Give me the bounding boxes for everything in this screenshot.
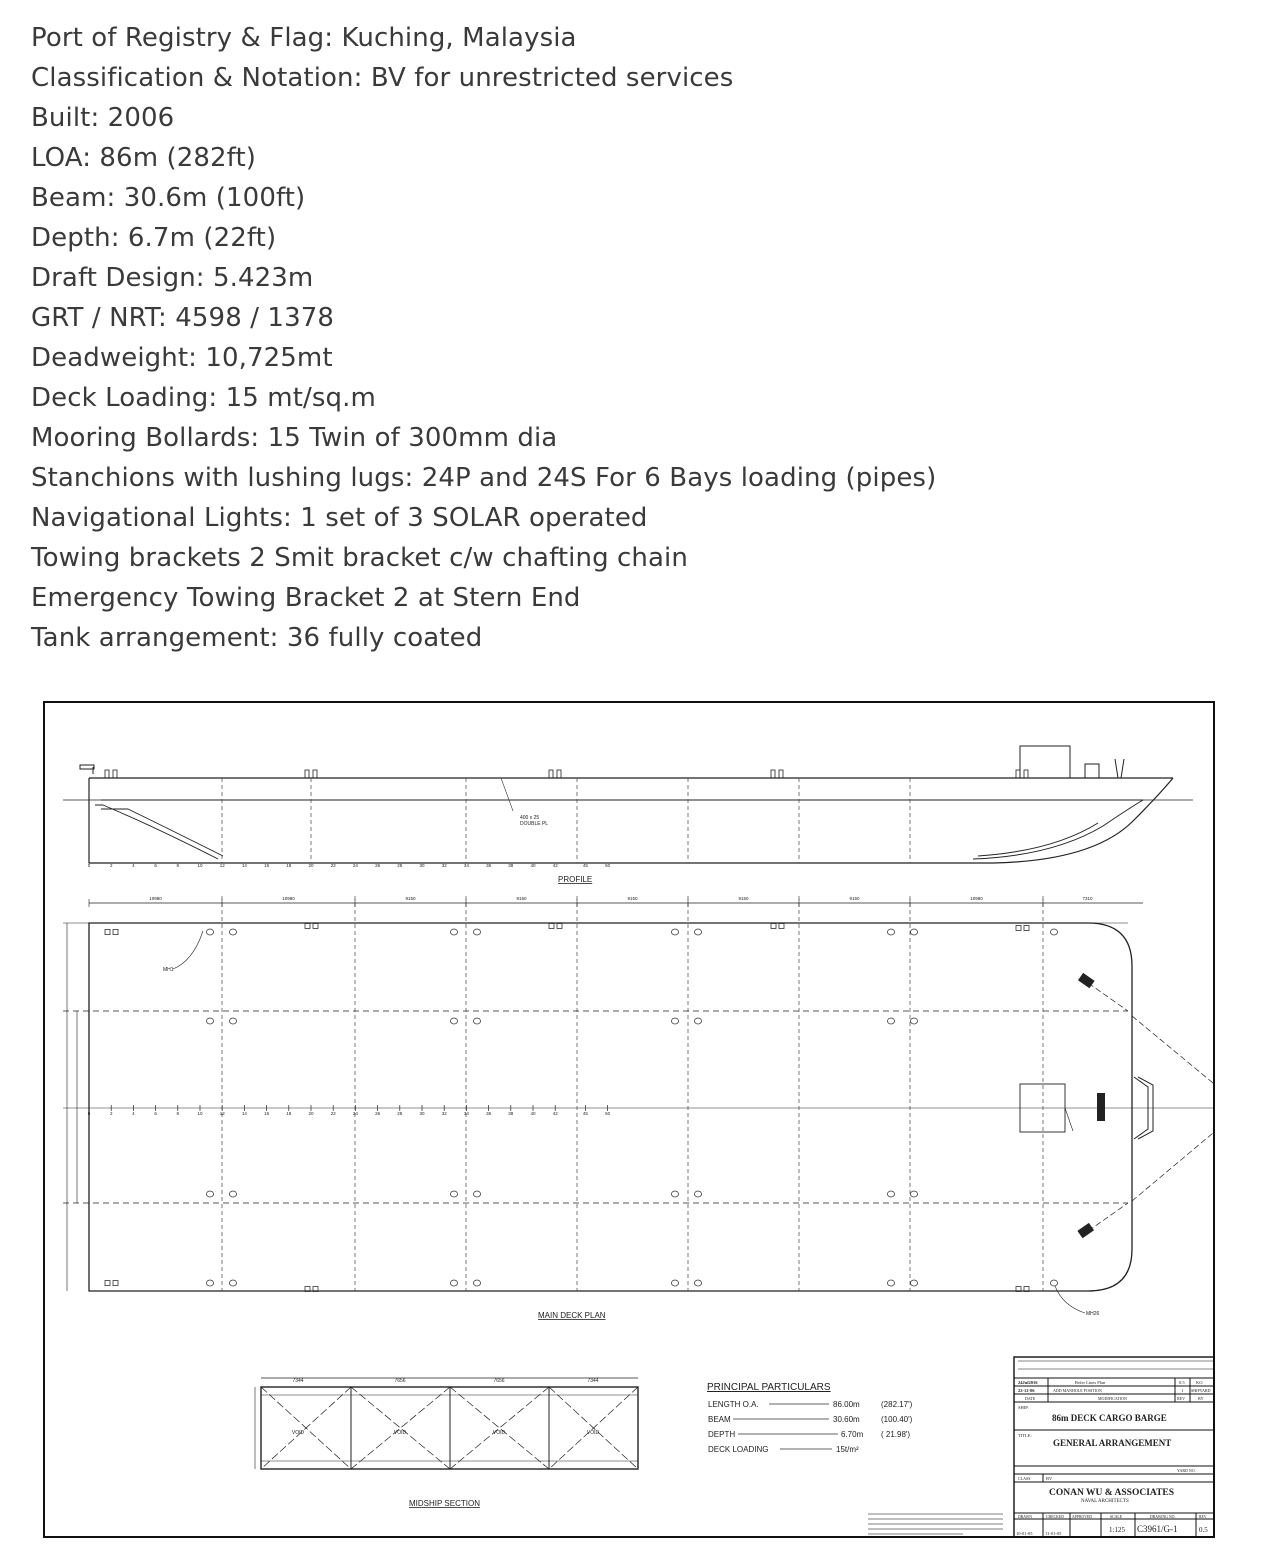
bay-dimension: 10980 (970, 896, 983, 901)
midship-width-2: 7656 (394, 1378, 406, 1384)
tb-approved-label: APPROVED (1072, 1515, 1093, 1519)
tb-dwg-label: DRAWING NO. (1150, 1515, 1176, 1519)
deck-frame-number: 18 (286, 1111, 292, 1116)
spec-registry: Port of Registry & Flag: Kuching, Malaysia (31, 23, 577, 53)
bay-dimension: 9150 (627, 896, 638, 901)
profile-frame-number: 42 (552, 863, 558, 868)
deck-frame-number: 8 (176, 1111, 180, 1116)
profile-frame-number: 38 (508, 863, 514, 868)
tb-yard-label: YARD NO. (1177, 1468, 1196, 1473)
profile-note-1: 400 x 25 (520, 815, 540, 821)
deck-frame-number: 4 (132, 1111, 135, 1116)
tb-rev2-text: ADD MANHOLE POSITION (1053, 1388, 1102, 1393)
spec-towing-brackets: Towing brackets 2 Smit bracket c/w chafting chain (31, 543, 688, 573)
deck-frame-number: 16 (264, 1111, 270, 1116)
profile-frame-number: 10 (197, 863, 203, 868)
spec-depth: Depth: 6.7m (22ft) (31, 223, 277, 253)
deck-frame-number: 36 (486, 1111, 492, 1116)
profile-frame-number: 16 (264, 863, 270, 868)
deck-frame-number: 26 (375, 1111, 381, 1116)
tb-ship-label: SHIP: (1018, 1405, 1030, 1410)
tb-rev1-date: 24Jul2016 (1018, 1380, 1038, 1385)
tb-title: GENERAL ARRANGEMENT (1053, 1438, 1172, 1448)
profile-frame-number: 50 (605, 863, 611, 868)
midship-width-3: 7656 (493, 1378, 505, 1384)
deck-frame-number: 30 (419, 1111, 425, 1116)
deck-frame-number: 2 (109, 1111, 113, 1116)
principal-label-deck-loading: DECK LOADING (708, 1445, 769, 1454)
deck-frame-number: 6 (154, 1111, 157, 1116)
principal-imperial-beam: (100.40') (881, 1415, 913, 1424)
principal-value-length: 86.00m (833, 1400, 860, 1409)
deck-frame-number: 45 (582, 1111, 588, 1116)
bay-dimension: 9150 (516, 896, 527, 901)
deck-frame-number: 42 (552, 1111, 558, 1116)
profile-frame-number: 24 (352, 863, 358, 868)
deck-frame-number: 20 (308, 1111, 314, 1116)
bay-dimension: 10980 (282, 896, 295, 901)
deck-frame-number: 22 (330, 1111, 336, 1116)
tb-drawn-label: DRAWN (1018, 1515, 1033, 1519)
profile-frame-number: 40 (530, 863, 536, 868)
profile-frame-number: 14 (241, 863, 247, 868)
tb-title-label: TITLE: (1018, 1433, 1032, 1438)
spec-loa: LOA: 86m (282ft) (31, 143, 256, 173)
profile-frame-number: 6 (154, 863, 157, 868)
bay-dimension: 9150 (405, 896, 416, 901)
tb-rev1-by: KO (1196, 1380, 1203, 1385)
profile-frame-number: 20 (308, 863, 314, 868)
tb-rev2-date: 22-12-06 (1018, 1388, 1035, 1393)
tb-date-2: 11-01-05 (1045, 1531, 1062, 1536)
tb-company-sub: NAVAL ARCHITECTS (1081, 1499, 1129, 1504)
deck-frame-number: 34 (463, 1111, 469, 1116)
deck-frame-number: 50 (605, 1111, 611, 1116)
tb-scale-label: SCALE (1110, 1515, 1123, 1519)
spec-tonnage: GRT / NRT: 4598 / 1378 (31, 303, 334, 333)
profile-frame-number: 2 (109, 863, 113, 868)
tb-class-label: CLASS (1018, 1476, 1031, 1481)
specifications-list (31, 18, 936, 658)
principal-label-depth: DEPTH (708, 1430, 736, 1439)
profile-frame-number: 26 (375, 863, 381, 868)
tb-company: CONAN WU & ASSOCIATES (1049, 1488, 1175, 1498)
principal-value-depth: 6.70m (841, 1430, 864, 1439)
spec-tank-arrangement: Tank arrangement: 36 fully coated (31, 623, 483, 653)
drawing-frame (44, 702, 1214, 1537)
spec-built: Built: 2006 (31, 103, 175, 133)
profile-frame-number: 36 (486, 863, 492, 868)
deck-frame-number: 24 (352, 1111, 358, 1116)
bay-dimension: 9150 (849, 896, 860, 901)
bay-dimension: 7310 (1082, 896, 1093, 901)
principal-label-length: LENGTH O.A. (708, 1400, 759, 1409)
principal-imperial-length: (282.17') (881, 1400, 913, 1409)
tb-rev2-no: 1 (1181, 1388, 1184, 1393)
tb-scale: 1:125 (1109, 1526, 1125, 1534)
principal-value-beam: 30.60m (833, 1415, 860, 1424)
main-deck-plan-label: MAIN DECK PLAN (538, 1311, 606, 1320)
deck-frame-number: 40 (530, 1111, 536, 1116)
profile-frame-number: 34 (463, 863, 469, 868)
spec-emergency-towing: Emergency Towing Bracket 2 at Stern End (31, 583, 581, 613)
manhole-end-label: MH26 (1086, 1311, 1100, 1317)
tb-rev-label: REV (1199, 1515, 1207, 1519)
midship-width-1: 7344 (292, 1378, 304, 1384)
void-label-3: VOID (492, 1430, 506, 1436)
void-label-2: VOID (393, 1430, 407, 1436)
manhole-start-label: MH1 (163, 967, 174, 973)
profile-frame-number: 8 (176, 863, 180, 868)
tb-ship: 86m DECK CARGO BARGE (1052, 1413, 1167, 1423)
profile-label: PROFILE (558, 875, 593, 884)
spec-classification: Classification & Notation: BV for unrestricted services (31, 63, 734, 93)
profile-frame-number: 4 (132, 863, 135, 868)
deck-frame-number: 28 (397, 1111, 403, 1116)
profile-frame-number: 45 (582, 863, 588, 868)
profile-frame-number: 30 (419, 863, 425, 868)
profile-frame-number: 22 (330, 863, 336, 868)
deck-frame-number: 38 (508, 1111, 514, 1116)
void-label-4: VOID (586, 1430, 600, 1436)
profile-note-2: DOUBLE PL (520, 821, 549, 827)
tb-rev: 0.5 (1199, 1526, 1208, 1534)
profile-frame-number: 12 (219, 863, 225, 868)
spec-deadweight: Deadweight: 10,725mt (31, 343, 333, 373)
tb-class-value: BV (1046, 1476, 1053, 1481)
void-label-1: VOID (291, 1430, 305, 1436)
principal-imperial-depth: ( 21.98') (881, 1430, 911, 1439)
profile-frame-number: 32 (441, 863, 447, 868)
deck-frame-number: 14 (241, 1111, 247, 1116)
midship-width-4: 7344 (587, 1378, 599, 1384)
spec-deck-loading: Deck Loading: 15 mt/sq.m (31, 383, 376, 413)
spec-beam: Beam: 30.6m (100ft) (31, 183, 306, 213)
bay-dimension: 10980 (149, 896, 162, 901)
spec-mooring-bollards: Mooring Bollards: 15 Twin of 300mm dia (31, 423, 558, 453)
deck-frame-number: 12 (219, 1111, 225, 1116)
tb-hdr-mod: MODIFICATION (1098, 1396, 1127, 1401)
profile-frame-number: 28 (397, 863, 403, 868)
tb-hdr-by: BY (1198, 1396, 1204, 1401)
principal-value-deck-loading: 15t/m² (836, 1445, 859, 1454)
profile-frame-number: 0 (87, 863, 91, 868)
tb-rev2-by: SHIPYARD (1191, 1388, 1211, 1393)
tb-date-1: 10-01-05 (1016, 1531, 1033, 1536)
principal-label-beam: BEAM (708, 1415, 731, 1424)
deck-frame-number: 10 (197, 1111, 203, 1116)
tb-hdr-date: DATE (1025, 1396, 1036, 1401)
spec-navigational-lights: Navigational Lights: 1 set of 3 SOLAR operated (31, 503, 648, 533)
general-arrangement-drawing (43, 701, 1215, 1539)
deck-frame-number: 32 (441, 1111, 447, 1116)
tb-drawing-no: C3961/G-1 (1137, 1524, 1178, 1534)
midship-section-label: MIDSHIP SECTION (409, 1499, 480, 1508)
tb-rev1-no: 0.5 (1179, 1380, 1185, 1385)
tb-hdr-rev: REV (1177, 1396, 1185, 1401)
spec-draft: Draft Design: 5.423m (31, 263, 314, 293)
bay-dimension: 9150 (738, 896, 749, 901)
tb-checked-label: CHECKED (1046, 1515, 1064, 1519)
spec-stanchions: Stanchions with lushing lugs: 24P and 24S For 6 Bays loading (pipes) (31, 463, 937, 493)
deck-frame-number: 0 (87, 1111, 91, 1116)
profile-frame-number: 18 (286, 863, 292, 868)
principal-title: PRINCIPAL PARTICULARS (707, 1382, 831, 1393)
tb-rev1-text: Refer Lines Plan (1075, 1380, 1106, 1385)
